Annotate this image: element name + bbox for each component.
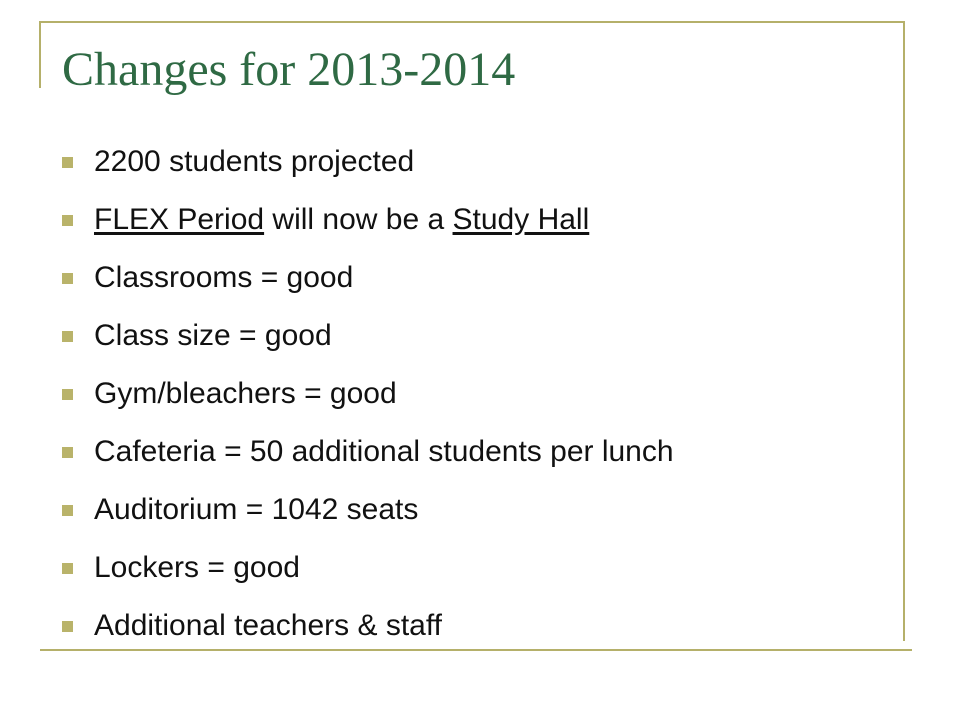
bullet-square-icon <box>62 621 73 632</box>
bullet-text: Classrooms = good <box>94 261 354 294</box>
bullet-item <box>62 539 674 597</box>
bullet-square-icon <box>62 215 73 226</box>
frame-left-line <box>39 21 41 88</box>
bullet-item <box>62 597 674 655</box>
bullet-text: Gym/bleachers = good <box>94 377 397 410</box>
frame-right-line <box>903 21 905 641</box>
slide-title: Changes for 2013-2014 <box>62 43 516 96</box>
bullet-list <box>62 133 674 655</box>
bullet-text: Additional teachers & staff <box>94 609 442 642</box>
bullet-item <box>62 481 674 539</box>
bullet-square-icon <box>62 505 73 516</box>
bullet-square-icon <box>62 273 73 284</box>
bullet-square-icon <box>62 157 73 168</box>
bullet-text: Cafeteria = 50 additional students per lunch <box>94 435 674 468</box>
bullet-text: Lockers = good <box>94 551 300 584</box>
study-hall-text: Study Hall <box>452 203 590 236</box>
frame-top-line <box>40 21 905 23</box>
flex-period-text: FLEX Period <box>94 203 265 236</box>
bullet-item <box>62 307 674 365</box>
bullet-text-middle: will now be a <box>264 203 453 236</box>
bullet-square-icon <box>62 447 73 458</box>
bullet-item <box>62 133 674 191</box>
bullet-item <box>62 423 674 481</box>
bullet-square-icon <box>62 389 73 400</box>
bullet-square-icon <box>62 563 73 574</box>
bullet-text: Auditorium = 1042 seats <box>94 493 419 526</box>
bullet-text: Class size = good <box>94 319 332 352</box>
bullet-text: 2200 students projected <box>94 145 415 178</box>
bullet-item <box>62 191 674 249</box>
bullet-item <box>62 249 674 307</box>
bullet-square-icon <box>62 331 73 342</box>
bullet-item <box>62 365 674 423</box>
